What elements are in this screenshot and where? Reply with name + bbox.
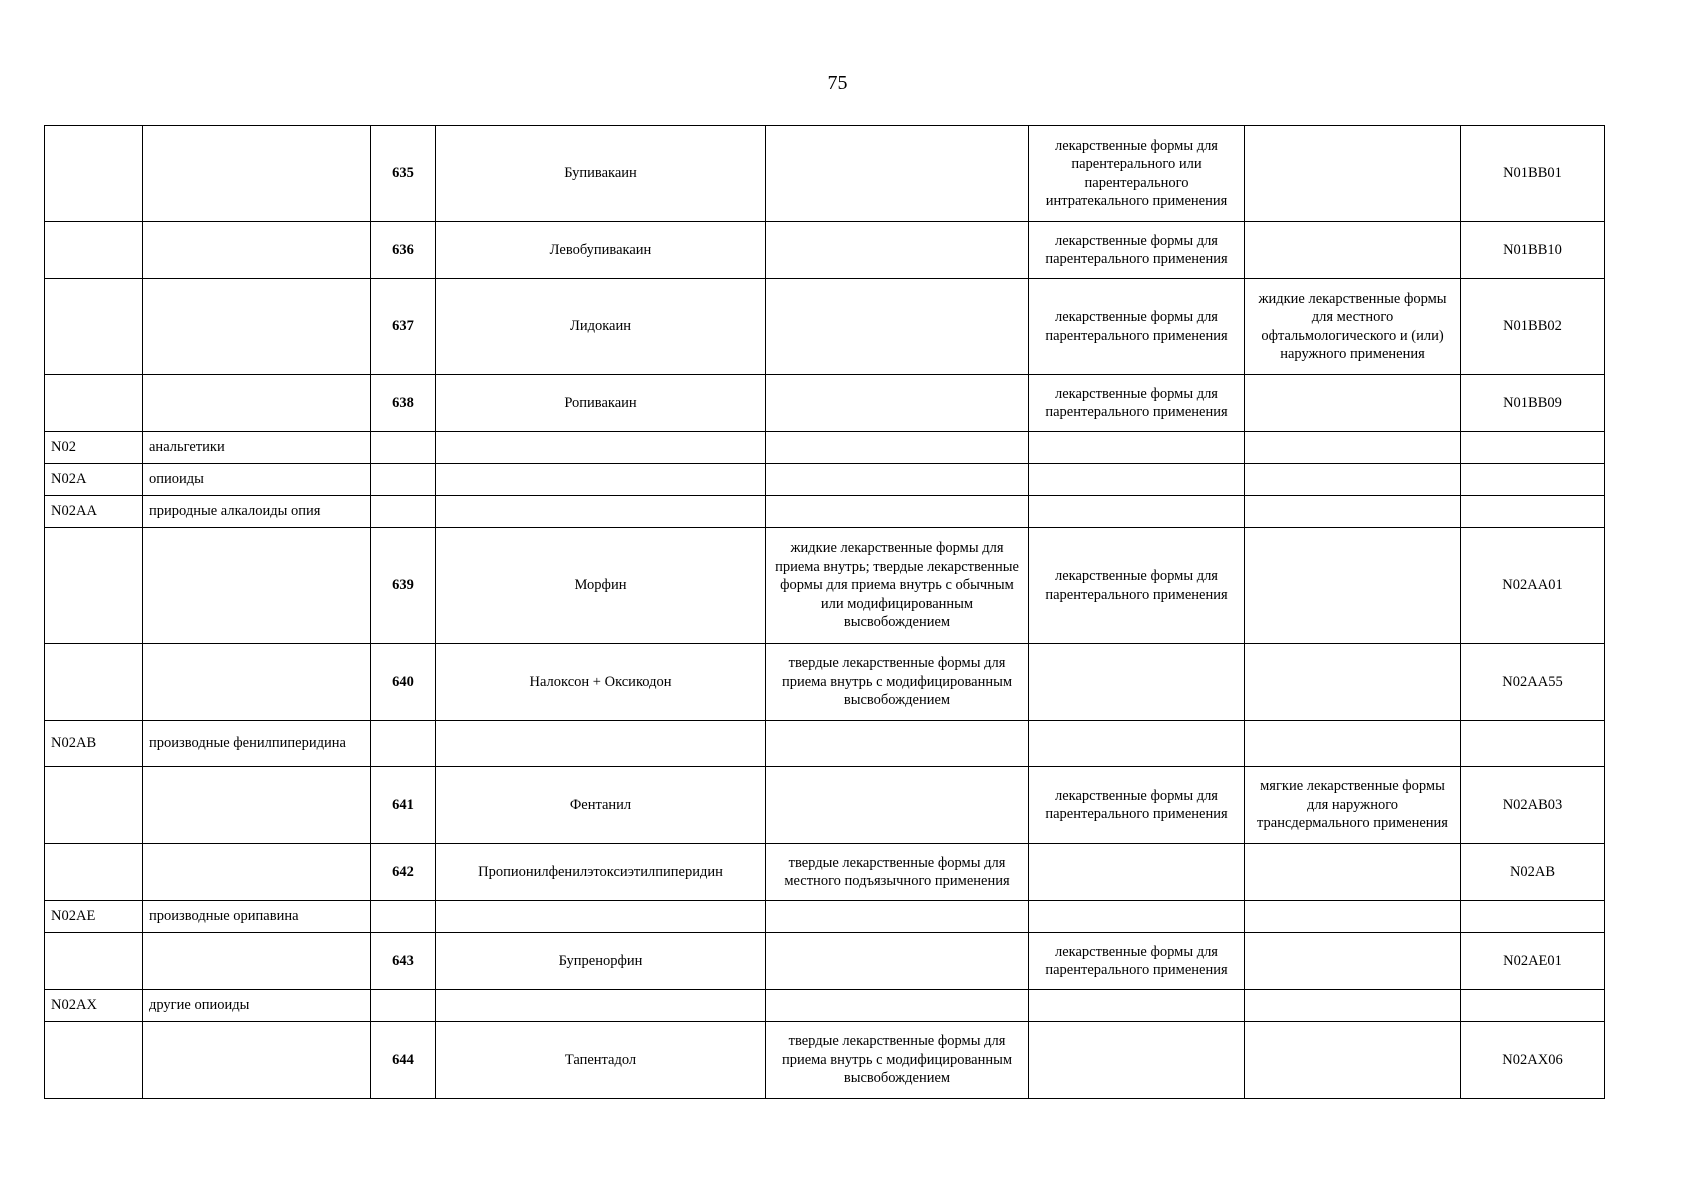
atc-drug-code-cell: N02AX06 [1461,1022,1605,1099]
atc-code-cell: N02A [45,464,143,496]
group-name-cell [143,375,371,432]
parenteral-form-cell [1029,644,1245,721]
atc-code-cell: N02 [45,432,143,464]
drug-name-cell: Бупивакаин [436,126,766,222]
drug-name-cell: Фентанил [436,767,766,844]
local-form-cell [1245,528,1461,644]
atc-drug-code-cell: N01BB01 [1461,126,1605,222]
parenteral-form-cell: лекарственные формы для парентерального применения [1029,767,1245,844]
parenteral-form-cell [1029,721,1245,767]
item-number-cell: 636 [371,222,436,279]
item-number-cell: 635 [371,126,436,222]
oral-form-cell [766,375,1029,432]
atc-drug-code-cell: N01BB02 [1461,279,1605,375]
atc-drug-code-cell: N02AE01 [1461,933,1605,990]
atc-code-cell [45,279,143,375]
item-number-cell: 638 [371,375,436,432]
drug-name-cell: Тапентадол [436,1022,766,1099]
atc-code-cell [45,844,143,901]
local-form-cell [1245,901,1461,933]
local-form-cell [1245,721,1461,767]
oral-form-cell [766,432,1029,464]
parenteral-form-cell: лекарственные формы для парентерального применения [1029,375,1245,432]
oral-form-cell [766,990,1029,1022]
drug-row [45,222,1605,279]
atc-drug-code-cell: N01BB10 [1461,222,1605,279]
local-form-cell [1245,496,1461,528]
parenteral-form-cell [1029,496,1245,528]
parenteral-form-cell [1029,844,1245,901]
drug-row [45,644,1605,721]
atc-drug-code-cell [1461,464,1605,496]
drug-row [45,767,1605,844]
atc-code-cell [45,222,143,279]
oral-form-cell: твердые лекарственные формы для приема внутрь с модифицированным высвобождением [766,1022,1029,1099]
group-row [45,496,1605,528]
item-number-cell: 641 [371,767,436,844]
drug-name-cell: Ропивакаин [436,375,766,432]
drug-row [45,375,1605,432]
atc-code-cell [45,644,143,721]
local-form-cell [1245,933,1461,990]
atc-code-cell [45,1022,143,1099]
group-name-cell [143,279,371,375]
parenteral-form-cell [1029,990,1245,1022]
atc-drug-code-cell: N02AB03 [1461,767,1605,844]
item-number-cell [371,432,436,464]
local-form-cell [1245,222,1461,279]
atc-drug-code-cell [1461,721,1605,767]
group-row [45,990,1605,1022]
drug-row [45,528,1605,644]
atc-code-cell [45,933,143,990]
parenteral-form-cell [1029,901,1245,933]
page-number: 75 [827,72,848,94]
parenteral-form-cell [1029,432,1245,464]
group-name-cell [143,528,371,644]
item-number-cell: 640 [371,644,436,721]
parenteral-form-cell [1029,1022,1245,1099]
drug-name-cell [436,721,766,767]
group-name-cell: анальгетики [143,432,371,464]
drug-name-cell: Лидокаин [436,279,766,375]
oral-form-cell [766,767,1029,844]
drug-name-cell: Пропионилфенилэтоксиэтилпиперидин [436,844,766,901]
oral-form-cell [766,222,1029,279]
drug-name-cell [436,496,766,528]
atc-code-cell: N02AA [45,496,143,528]
item-number-cell: 639 [371,528,436,644]
oral-form-cell [766,721,1029,767]
group-name-cell: другие опиоиды [143,990,371,1022]
drug-row [45,933,1605,990]
parenteral-form-cell: лекарственные формы для парентерального или парентерального интратекального применения [1029,126,1245,222]
group-row [45,721,1605,767]
atc-code-cell [45,375,143,432]
oral-form-cell: жидкие лекарственные формы для приема внутрь; твердые лекарственные формы для приема внутрь с обычным или модифицированным высвобождением [766,528,1029,644]
drug-name-cell [436,432,766,464]
oral-form-cell [766,464,1029,496]
item-number-cell: 643 [371,933,436,990]
item-number-cell [371,990,436,1022]
group-name-cell [143,767,371,844]
item-number-cell: 644 [371,1022,436,1099]
parenteral-form-cell: лекарственные формы для парентерального применения [1029,279,1245,375]
local-form-cell [1245,375,1461,432]
oral-form-cell [766,279,1029,375]
group-name-cell: опиоиды [143,464,371,496]
parenteral-form-cell: лекарственные формы для парентерального применения [1029,222,1245,279]
local-form-cell [1245,464,1461,496]
local-form-cell [1245,432,1461,464]
atc-code-cell [45,528,143,644]
atc-code-cell: N02AE [45,901,143,933]
drug-row [45,279,1605,375]
oral-form-cell [766,126,1029,222]
drug-row [45,1022,1605,1099]
atc-drug-code-cell: N01BB09 [1461,375,1605,432]
group-name-cell [143,126,371,222]
drug-name-cell: Бупренорфин [436,933,766,990]
drug-table [44,125,1605,1099]
parenteral-form-cell [1029,464,1245,496]
item-number-cell: 637 [371,279,436,375]
atc-code-cell [45,126,143,222]
atc-drug-code-cell: N02AB [1461,844,1605,901]
group-name-cell [143,844,371,901]
atc-code-cell: N02AB [45,721,143,767]
drug-name-cell [436,901,766,933]
local-form-cell [1245,844,1461,901]
oral-form-cell: твердые лекарственные формы для приема внутрь с модифицированным высвобождением [766,644,1029,721]
group-row [45,901,1605,933]
group-name-cell [143,222,371,279]
item-number-cell [371,901,436,933]
atc-code-cell [45,767,143,844]
oral-form-cell [766,901,1029,933]
drug-name-cell: Налоксон + Оксикодон [436,644,766,721]
local-form-cell [1245,1022,1461,1099]
oral-form-cell [766,496,1029,528]
group-name-cell [143,933,371,990]
atc-drug-code-cell [1461,901,1605,933]
drug-name-cell: Морфин [436,528,766,644]
atc-drug-code-cell: N02AA01 [1461,528,1605,644]
local-form-cell [1245,126,1461,222]
group-name-cell: природные алкалоиды опия [143,496,371,528]
local-form-cell [1245,990,1461,1022]
atc-drug-code-cell: N02AA55 [1461,644,1605,721]
atc-drug-code-cell [1461,496,1605,528]
group-name-cell [143,644,371,721]
item-number-cell [371,464,436,496]
local-form-cell [1245,644,1461,721]
group-row [45,464,1605,496]
group-name-cell: производные орипавина [143,901,371,933]
oral-form-cell: твердые лекарственные формы для местного подъязычного применения [766,844,1029,901]
local-form-cell: жидкие лекарственные формы для местного офтальмологического и (или) наружного применения [1245,279,1461,375]
item-number-cell [371,721,436,767]
item-number-cell [371,496,436,528]
local-form-cell: мягкие лекарственные формы для наружного трансдермального применения [1245,767,1461,844]
drug-name-cell [436,990,766,1022]
drug-name-cell [436,464,766,496]
atc-drug-code-cell [1461,432,1605,464]
group-row [45,432,1605,464]
drug-name-cell: Левобупивакаин [436,222,766,279]
group-name-cell: производные фенилпиперидина [143,721,371,767]
group-name-cell [143,1022,371,1099]
drug-row [45,126,1605,222]
drug-row [45,844,1605,901]
atc-code-cell: N02AX [45,990,143,1022]
oral-form-cell [766,933,1029,990]
item-number-cell: 642 [371,844,436,901]
atc-drug-code-cell [1461,990,1605,1022]
parenteral-form-cell: лекарственные формы для парентерального применения [1029,933,1245,990]
parenteral-form-cell: лекарственные формы для парентерального применения [1029,528,1245,644]
